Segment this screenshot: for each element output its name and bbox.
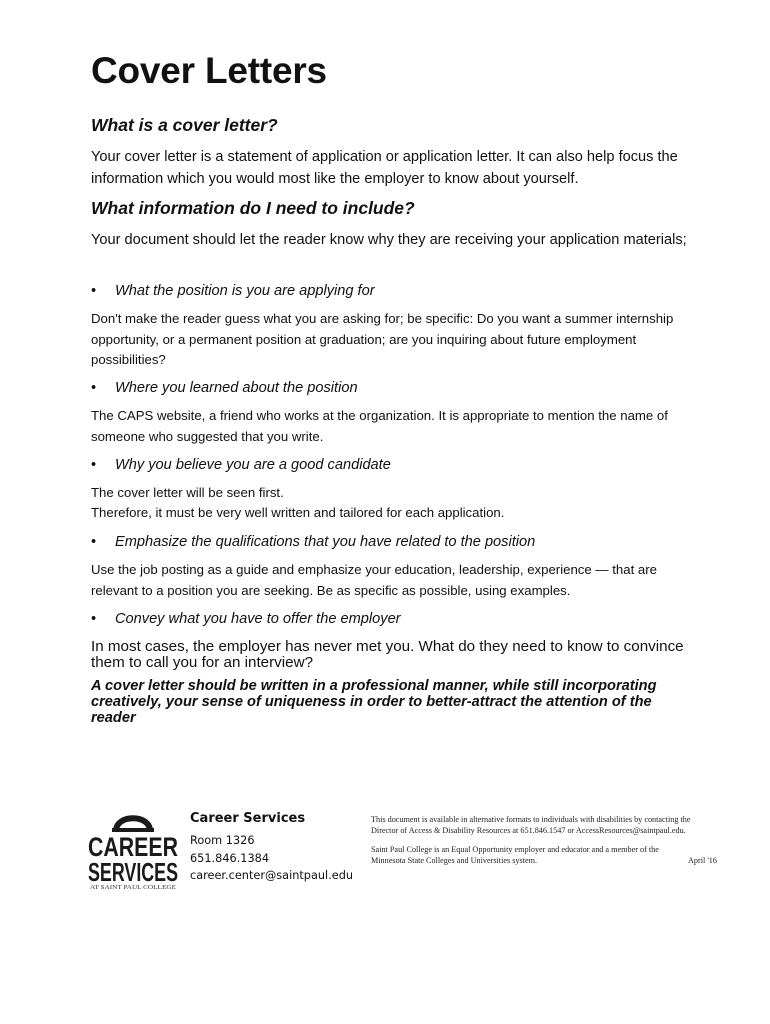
bullet-dot: •	[91, 283, 97, 299]
bullet-text: Don't make the reader guess what you are asking for; be specific: Do you want a summer internship opportunity, or a permanent position at graduation; are you inquiring about future employment possibilities?	[91, 311, 674, 367]
bullet-text-line: Therefore, it must be very well written and tailored for each application.	[91, 505, 505, 520]
bullet-dot: •	[91, 534, 97, 550]
bullet-label: Emphasize the qualifications that you have related to the position	[115, 534, 536, 550]
bullet-label: Where you learned about the position	[115, 380, 358, 396]
contact-email: career.center@saintpaul.edu	[190, 869, 354, 882]
contact-phone: 651.846.1384	[190, 851, 270, 865]
bullet-label: Why you believe you are a good candidate	[115, 457, 391, 473]
contact-room: Room 1326	[190, 834, 255, 847]
bullet-dot: •	[91, 380, 97, 396]
logo-word-career: CAREER	[88, 832, 178, 862]
legal-line: Minnesota State Colleges and Universities system.	[371, 855, 538, 865]
bullet-text: Use the job posting as a guide and emphasize your education, leadership, experience — that are relevant to a position you are seeking. Be as specific as possible, using examples.	[91, 562, 657, 598]
career-services-logo	[86, 810, 180, 890]
bullet-text-line: The cover letter will be seen first.	[91, 485, 284, 500]
legal-line: This document is available in alternative formats to individuals with disabilities by contacting the	[371, 815, 691, 824]
bullet-label: What the position is you are applying for	[115, 283, 375, 299]
legal-line: Saint Paul College is an Equal Opportunity employer and educator and a member of the	[371, 845, 659, 854]
emphasis-text: A cover letter should be written in a professional manner, while still incorporating creatively, your sense of uniqueness in order to better-attract the attention of the reader	[91, 678, 657, 726]
section-heading: What information do I need to include?	[91, 198, 415, 218]
closing-text: In most cases, the employer has never met you. What do they need to know to convince them to call you for an interview?	[91, 638, 684, 671]
bullet-label: Convey what you have to offer the employer	[115, 611, 401, 627]
bullet-text: The CAPS website, a friend who works at the organization. It is appropriate to mention the name of someone who suggested that you write.	[91, 408, 668, 444]
section-text: Your cover letter is a statement of application or application letter. It can also help focus the information which you would most like the employer to know about yourself.	[91, 149, 678, 187]
bullet-dot: •	[91, 457, 97, 473]
contact-title: Career Services	[190, 811, 306, 826]
section-text: Your document should let the reader know why they are receiving your application materials;	[91, 232, 687, 248]
legal-notice	[371, 815, 717, 866]
legal-date: April '16	[688, 855, 717, 865]
logo-word-services: SERVICES	[88, 857, 178, 887]
page-title: Cover Letters	[91, 50, 327, 91]
logo-tagline: AT SAINT PAUL COLLEGE	[90, 885, 177, 890]
bullet-dot: •	[91, 611, 97, 627]
legal-line: Director of Access & Disability Resources at 651.846.1547 or AccessResources@saintpaul.edu.	[371, 825, 686, 835]
section-heading: What is a cover letter?	[91, 115, 278, 135]
contact-block	[190, 810, 360, 885]
